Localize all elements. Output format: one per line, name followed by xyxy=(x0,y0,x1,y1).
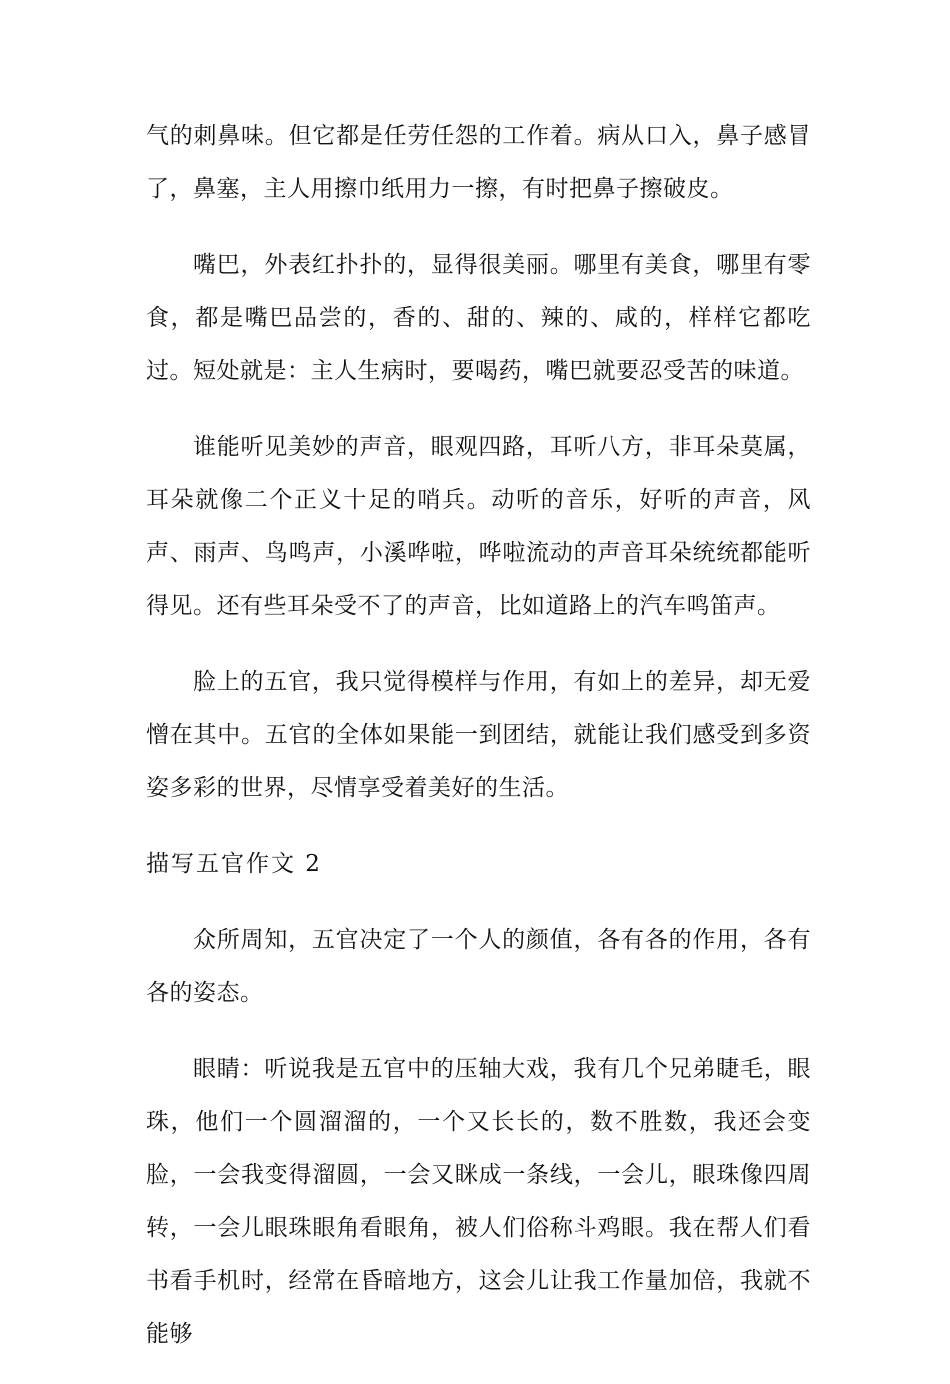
section-heading: 描写五官作文 2 xyxy=(146,851,322,877)
paragraph-mouth: 嘴巴，外表红扑扑的，显得很美丽。哪里有美食，哪里有零食，都是嘴巴品尝的，香的、甜的、辣的、咸的，样样它都吃过。短处就是：主人生病时，要喝药，嘴巴就要忍受苦的味道。 xyxy=(146,252,811,384)
paragraph-nose-continuation: 气的刺鼻味。但它都是任劳任怨的工作着。病从口入，鼻子感冒了，鼻塞，主人用擦巾纸用力一擦，有时把鼻子擦破皮。 xyxy=(146,123,811,202)
document-page xyxy=(146,110,811,1384)
paragraph-intro: 众所周知，五官决定了一个人的颜值，各有各的作用，各有各的姿态。 xyxy=(146,927,811,1006)
paragraph-conclusion: 脸上的五官，我只觉得模样与作用，有如上的差异，却无爱憎在其中。五官的全体如果能一到团结，就能让我们感受到多资姿多彩的世界，尽情享受着美好的生活。 xyxy=(146,669,811,801)
paragraph-eyes: 眼睛：听说我是五官中的压轴大戏，我有几个兄弟睫毛，眼珠，他们一个圆溜溜的，一个又长长的，数不胜数，我还会变脸，一会我变得溜圆，一会又眯成一条线，一会儿，眼珠像四周转，一会儿眼珠眼角看眼角，被人们俗称斗鸡眼。我在帮人们看书看手机时，经常在昏暗地方，这会儿让我工作量加倍，我就不能够 xyxy=(146,1056,811,1347)
paragraph-ears: 谁能听见美妙的声音，眼观四路，耳听八方，非耳朵莫属，耳朵就像二个正义十足的哨兵。动听的音乐，好听的声音，风声、雨声、鸟鸣声，小溪哗啦，哗啦流动的声音耳朵统统都能听得见。还有些耳朵受不了的声音，比如道路上的汽车鸣笛声。 xyxy=(146,434,811,619)
